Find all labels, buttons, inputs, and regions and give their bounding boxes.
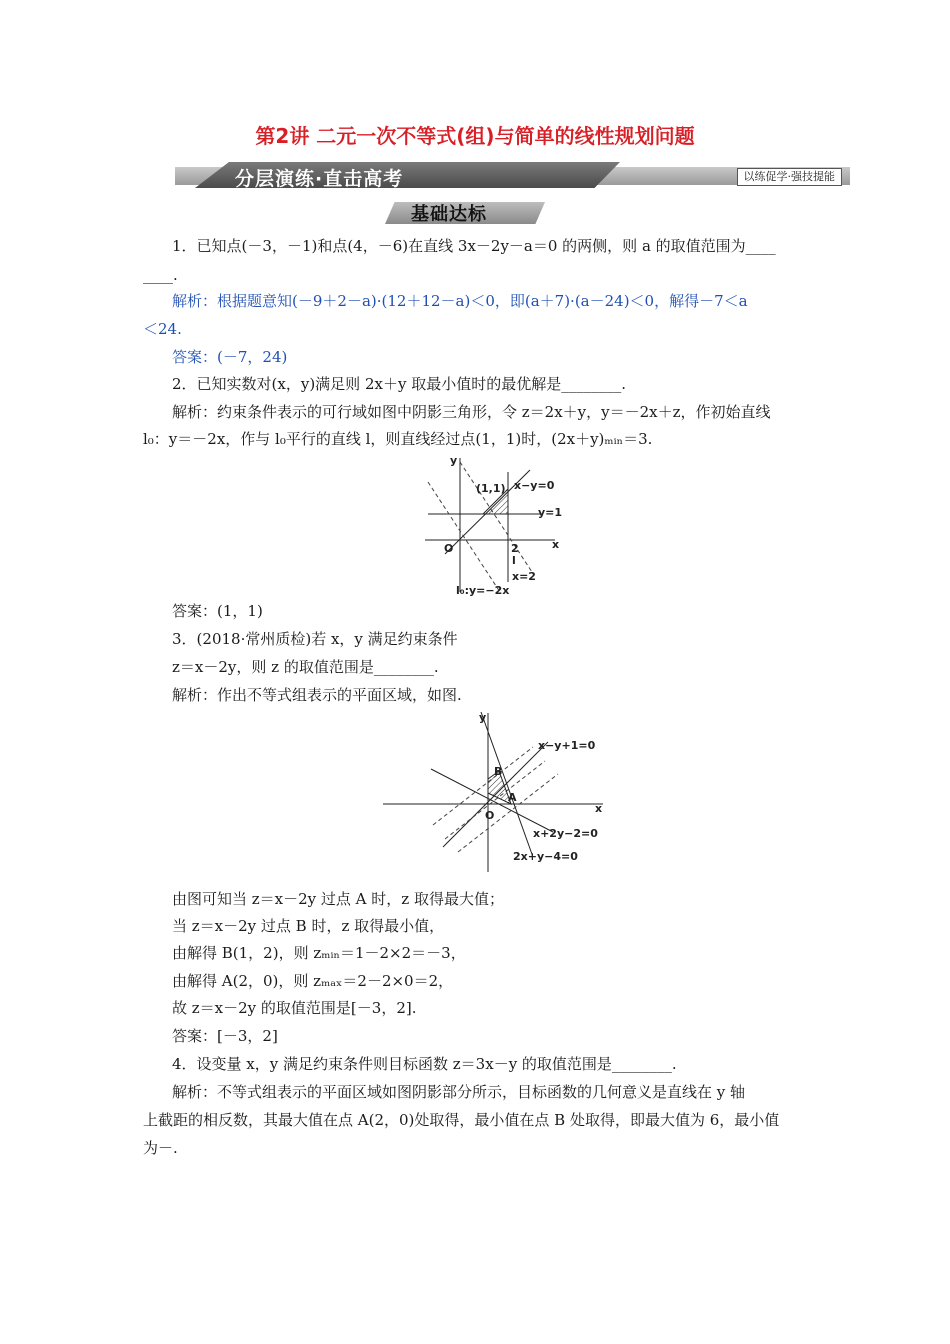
q1-text-1: 1．已知点(－3，－1)和点(4，－6)在直线 3x－2y－a＝0 的两侧，则 a 的取值范围为____ (172, 237, 776, 255)
banner-title: 分层演练·直击高考 (235, 168, 404, 190)
fig1-origin-label: O (444, 542, 454, 555)
q4-solution-1: 解析：不等式组表示的平面区域如图阴影部分所示，目标函数的几何意义是直线在 y 轴 (172, 1083, 746, 1101)
fig1-line-a-label: x−y=0 (514, 479, 555, 492)
fig1-line-l-label: l (512, 554, 516, 567)
q1-solution-2: ＜24. (143, 320, 182, 338)
section-banner (175, 162, 850, 188)
q2-text: 2．已知实数对(x，y)满足则 2x＋y 取最小值时的最优解是________. (172, 375, 626, 393)
q3-text-1: 3．(2018·常州质检)若 x，y 满足约束条件 (172, 630, 458, 648)
dashed-line-3 (458, 774, 558, 852)
q3-answer: 答案：[－3，2] (172, 1027, 278, 1045)
q4-text: 4．设变量 x，y 满足约束条件则目标函数 z＝3x－y 的取值范围是________. (172, 1055, 677, 1073)
fig1-line-b-label: y=1 (538, 506, 563, 519)
q3-solution-1: 解析：作出不等式组表示的平面区域，如图. (172, 686, 462, 704)
q3-solution-3: 当 z＝x－2y 过点 B 时，z 取得最小值， (172, 917, 445, 935)
fig1-line-c-label: x=2 (512, 570, 536, 583)
fig1-line-l0-label: l₀:y=−2x (456, 584, 510, 597)
fig2-line-3-label: 2x+y−4=0 (513, 850, 578, 863)
fig2-origin-label: O (485, 809, 495, 822)
q2-answer: 答案：(1，1) (172, 602, 263, 620)
dashed-line-1 (433, 747, 533, 825)
section-header (385, 200, 545, 226)
q3-solution-5: 由解得 A(2，0)，则 zₘₐₓ＝2－2×0＝2， (172, 972, 454, 990)
figure-1 (420, 452, 570, 602)
q2-solution-1: 解析：约束条件表示的可行域如图中阴影三角形，令 z＝2x＋y，y＝－2x＋z，作初始直线 (172, 403, 771, 421)
q4-solution-3: 为－. (143, 1139, 178, 1157)
fig2-point-b-label: B (494, 765, 503, 778)
q1-solution-1: 解析：根据题意知(－9＋2－a)·(12＋12－a)＜0，即(a＋7)·(a－24)＜0，解得－7＜a (172, 292, 748, 310)
q1-answer: 答案：(－7，24) (172, 348, 288, 366)
line-l0 (428, 482, 500, 592)
q3-text-2: z＝x－2y，则 z 的取值范围是________. (172, 658, 439, 676)
q2-solution-2: l₀：y＝－2x，作与 l₀平行的直线 l，则直线经过点(1，1)时，(2x＋y)ₘᵢₙ＝3. (143, 430, 653, 448)
fig1-tick-label: 2 (511, 542, 519, 555)
section-header-label: 基础达标 (411, 204, 487, 225)
fig2-point-a-label: A (508, 791, 517, 804)
fig1-y-label: y (450, 454, 458, 467)
fig2-x-label: x (595, 802, 603, 815)
figure-2 (383, 707, 613, 877)
q4-solution-2: 上截距的相反数，其最大值在点 A(2，0)处取得，最小值在点 B 处取得，即最大值为 6，最小值 (143, 1111, 780, 1129)
q3-solution-6: 故 z＝x－2y 的取值范围是[－3，2]. (172, 999, 417, 1017)
page-title: 第2讲 二元一次不等式(组)与简单的线性规划问题 (255, 124, 695, 148)
q3-solution-4: 由解得 B(1，2)，则 zₘᵢₙ＝1－2×2＝－3， (172, 944, 466, 962)
banner-tag: 以练促学·强技提能 (737, 168, 843, 186)
fig2-y-label: y (479, 711, 487, 724)
q3-solution-2: 由图可知当 z＝x－2y 过点 A 时，z 取得最大值； (172, 890, 504, 908)
fig2-line-2-label: x+2y−2=0 (533, 827, 598, 840)
q1-text-2: ____. (143, 266, 178, 284)
fig1-x-label: x (552, 538, 560, 551)
fig2-line-1-label: x−y+1=0 (538, 739, 596, 752)
fig1-point-label: (1,1) (476, 482, 506, 495)
